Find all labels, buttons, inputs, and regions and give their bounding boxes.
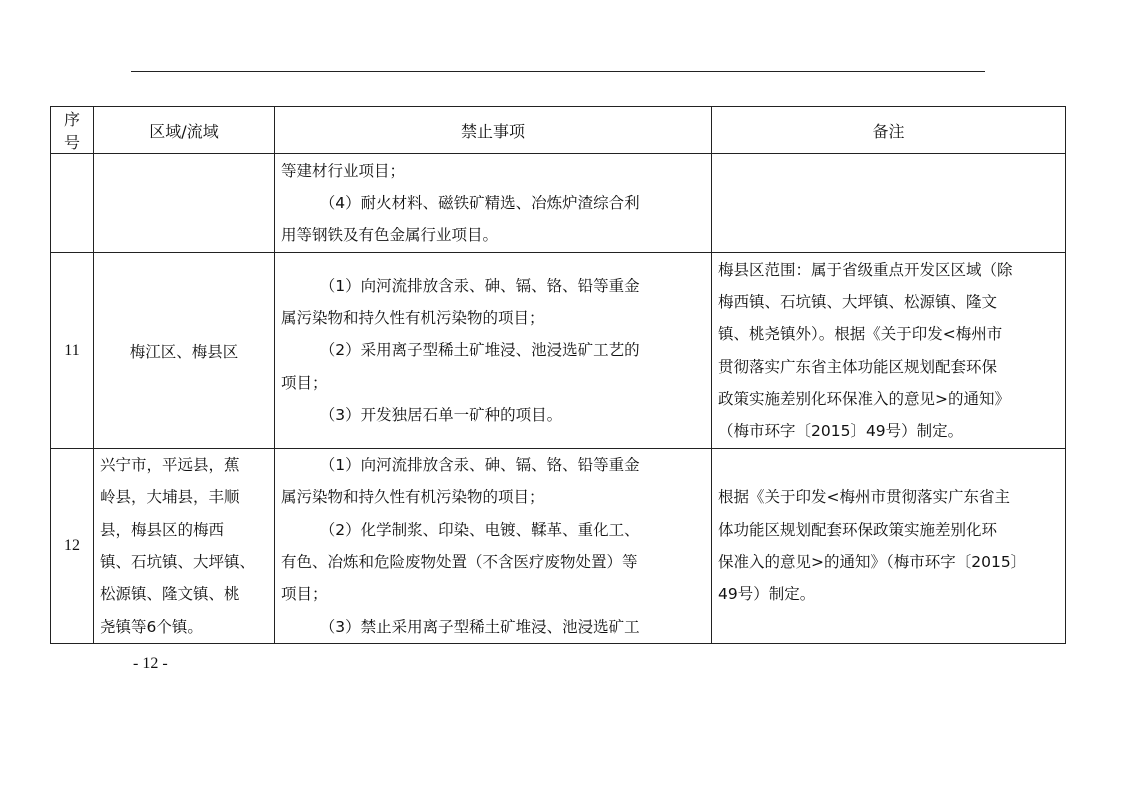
item-line: （3）开发独居石单一矿种的项目。 bbox=[319, 405, 563, 424]
cell-region bbox=[94, 154, 275, 253]
cell-remark bbox=[712, 253, 1066, 449]
cell-items bbox=[275, 154, 712, 253]
cell-no: 11 bbox=[51, 253, 94, 449]
remark-line: 镇、桃尧镇外）。根据《关于印发<梅州市 bbox=[718, 325, 1003, 344]
remark-line: 梅县区范围：属于省级重点开发区区域（除 bbox=[718, 260, 1013, 279]
remark-line: 体功能区规划配套环保政策实施差别化环 bbox=[718, 520, 998, 539]
remark-line: 贯彻落实广东省主体功能区规划配套环保 bbox=[718, 357, 998, 376]
page-number: - 12 - bbox=[133, 655, 168, 672]
header-no: 序号 bbox=[51, 107, 94, 154]
item-line: 项目； bbox=[281, 585, 328, 604]
item-line: （3）禁止采用离子型稀土矿堆浸、池浸选矿工 bbox=[319, 617, 640, 636]
cell-no: 12 bbox=[51, 449, 94, 644]
region-line: 梅江区、梅县区 bbox=[129, 342, 239, 361]
region-line: 尧镇等6个镇。 bbox=[100, 617, 203, 636]
cell-no bbox=[51, 154, 94, 253]
cell-region bbox=[94, 449, 275, 644]
item-line: 属污染物和持久性有机污染物的项目； bbox=[281, 309, 545, 328]
remark-line: 根据《关于印发<梅州市贯彻落实广东省主 bbox=[718, 488, 1010, 507]
header-rule bbox=[131, 71, 985, 72]
item-line: 属污染物和持久性有机污染物的项目； bbox=[281, 488, 545, 507]
item-line: 等建材行业项目； bbox=[281, 161, 406, 180]
table-header-row bbox=[51, 107, 1066, 154]
table-row bbox=[51, 154, 1066, 253]
item-line: 有色、冶炼和危险废物处置（不含医疗废物处置）等 bbox=[281, 553, 638, 571]
item-line: （2）化学制浆、印染、电镀、鞣革、重化工、 bbox=[319, 520, 640, 539]
remark-line: 政策实施差别化环保准入的意见>的通知》 bbox=[718, 389, 1010, 408]
region-line: 岭县，大埔县，丰顺 bbox=[100, 488, 240, 507]
restriction-table bbox=[50, 106, 1066, 644]
cell-items bbox=[275, 449, 712, 644]
cell-region bbox=[94, 253, 275, 449]
item-line: 项目； bbox=[281, 373, 328, 392]
remark-line: 保准入的意见>的通知》（梅市环字〔2015〕 bbox=[718, 553, 1027, 571]
item-line: （1）向河流排放含汞、砷、镉、铬、铅等重金 bbox=[319, 456, 640, 475]
cell-items bbox=[275, 253, 712, 449]
region-line: 镇、石坑镇、大坪镇、 bbox=[100, 553, 256, 571]
item-line: （2）采用离子型稀土矿堆浸、池浸选矿工艺的 bbox=[319, 341, 640, 360]
item-line: （4）耐火材料、磁铁矿精选、冶炼炉渣综合利 bbox=[319, 193, 640, 212]
header-items: 禁止事项 bbox=[275, 107, 712, 154]
cell-remark bbox=[712, 449, 1066, 644]
item-line: 用等钢铁及有色金属行业项目。 bbox=[281, 226, 499, 245]
table-row bbox=[51, 253, 1066, 449]
region-line: 县，梅县区的梅西 bbox=[100, 520, 225, 539]
region-line: 松源镇、隆文镇、桃 bbox=[100, 585, 240, 604]
table-row bbox=[51, 449, 1066, 644]
remark-line: 梅西镇、石坑镇、大坪镇、松源镇、隆文 bbox=[718, 292, 998, 311]
item-line: （1）向河流排放含汞、砷、镉、铬、铅等重金 bbox=[319, 276, 640, 295]
region-line: 兴宁市，平远县，蕉 bbox=[100, 456, 240, 475]
cell-remark bbox=[712, 154, 1066, 253]
header-remark: 备注 bbox=[712, 107, 1066, 154]
remark-line: 49号）制定。 bbox=[718, 585, 816, 604]
header-region: 区域/流域 bbox=[94, 107, 275, 154]
remark-line: （梅市环字〔2015〕49号）制定。 bbox=[718, 422, 964, 441]
